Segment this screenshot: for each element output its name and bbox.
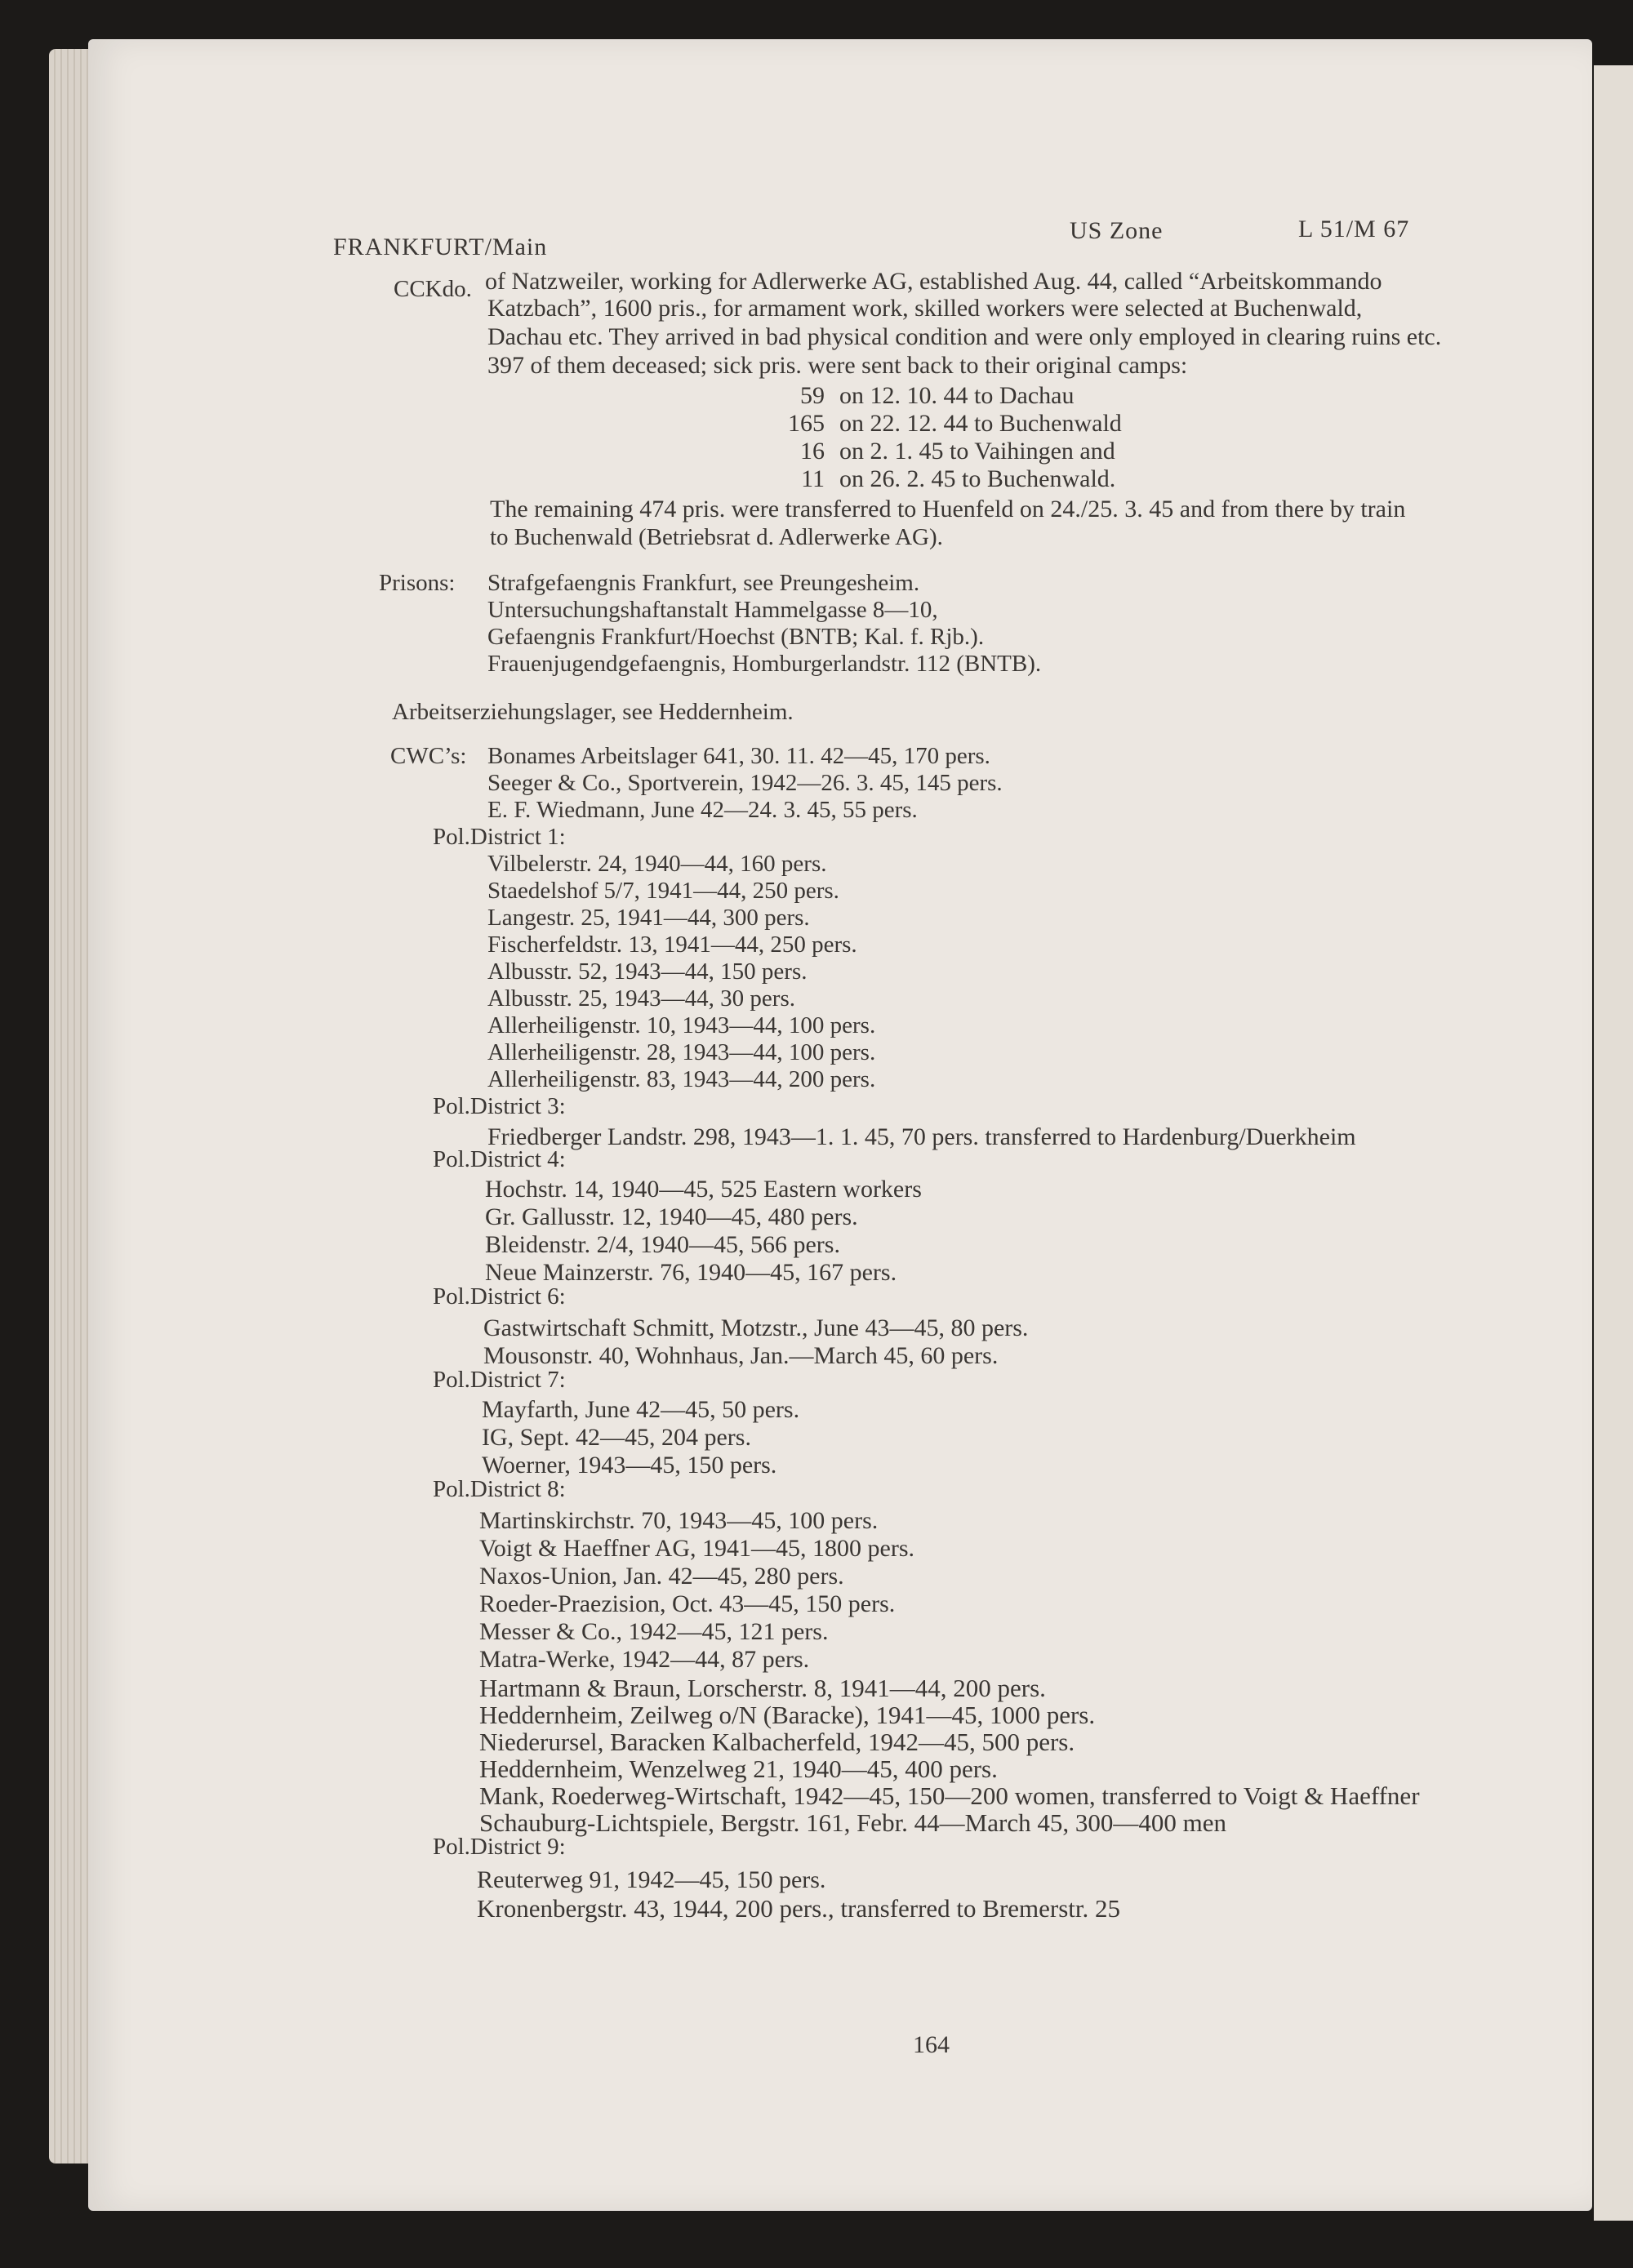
prison-entry: Frauenjugendgefaengnis, Homburgerlandstr. 112 (BNTB).: [487, 651, 1042, 677]
district-label: Pol.District 9:: [433, 1834, 566, 1860]
district-entry: Allerheiligenstr. 83, 1943—44, 200 pers.: [487, 1066, 876, 1092]
cckdo-line: Dachau etc. They arrived in bad physical condition and were only employed in clearing ruins etc.: [487, 323, 1442, 350]
prison-entry: Gefaengnis Frankfurt/Hoechst (BNTB; Kal. f. Rjb.).: [487, 624, 985, 650]
district-entry: IG, Sept. 42—45, 204 pers.: [482, 1424, 751, 1451]
header-zone: US Zone: [1070, 217, 1164, 244]
prison-entry: Untersuchungshaftanstalt Hammelgasse 8—10,: [487, 597, 938, 623]
page-number: 164: [913, 2031, 950, 2058]
cwc-entry: E. F. Wiedmann, June 42—24. 3. 45, 55 pers.: [487, 797, 918, 823]
district-entry: Albusstr. 52, 1943—44, 150 pers.: [487, 958, 808, 985]
district-entry: Allerheiligenstr. 28, 1943—44, 100 pers.: [487, 1039, 876, 1065]
district-entry: Mank, Roederweg-Wirtschaft, 1942—45, 150—200 women, transferred to Voigt & Haeffner: [479, 1781, 1420, 1810]
district-entry: Fischerfeldstr. 13, 1941—44, 250 pers.: [487, 932, 857, 958]
district-entry: Mousonstr. 40, Wohnhaus, Jan.—March 45, 60 pers.: [483, 1342, 999, 1369]
district-entry: Friedberger Landstr. 298, 1943—1. 1. 45, 70 pers. transferred to Hardenburg/Duerkheim: [487, 1123, 1356, 1150]
district-entry: Roeder-Praezision, Oct. 43—45, 150 pers.: [479, 1590, 896, 1617]
cckdo-line: of Natzweiler, working for Adlerwerke AG, established Aug. 44, called “Arbeitskommando: [485, 268, 1382, 295]
district-entry: Vilbelerstr. 24, 1940—44, 160 pers.: [487, 851, 827, 877]
transfer-count: 165: [788, 410, 825, 437]
district-entry: Matra-Werke, 1942—44, 87 pers.: [479, 1646, 810, 1673]
cckdo-line: Katzbach”, 1600 pris., for armament work, skilled workers were selected at Buchenwald,: [487, 295, 1363, 322]
district-entry: Neue Mainzerstr. 76, 1940—45, 167 pers.: [485, 1259, 897, 1286]
district-label: Pol.District 7:: [433, 1367, 566, 1393]
district-entry: Niederursel, Baracken Kalbacherfeld, 1942—45, 500 pers.: [479, 1728, 1075, 1756]
district-label: Pol.District 6:: [433, 1283, 566, 1310]
transfer-count: 59: [800, 382, 825, 409]
district-entry: Schauburg-Lichtspiele, Bergstr. 161, Febr. 44—March 45, 300—400 men: [479, 1808, 1226, 1837]
district-entry: Messer & Co., 1942—45, 121 pers.: [479, 1618, 829, 1645]
header-reference: L 51/M 67: [1298, 216, 1410, 242]
district-entry: Bleidenstr. 2/4, 1940—45, 566 pers.: [485, 1231, 840, 1258]
transfer-count: 16: [800, 438, 825, 465]
cwc-label: CWC’s:: [390, 743, 467, 769]
prisons-label: Prisons:: [379, 570, 456, 596]
district-entry: Staedelshof 5/7, 1941—44, 250 pers.: [487, 878, 839, 904]
arbeitserziehungslager-note: Arbeitserziehungslager, see Heddernheim.: [392, 699, 794, 725]
transfer-detail: on 2. 1. 45 to Vaihingen and: [839, 438, 1115, 465]
transfer-count: 11: [801, 465, 825, 492]
district-label: Pol.District 4:: [433, 1146, 566, 1172]
facing-page-edge: [1594, 65, 1633, 2221]
district-entry: Martinskirchstr. 70, 1943—45, 100 pers.: [479, 1507, 879, 1534]
district-entry: Kronenbergstr. 43, 1944, 200 pers., transferred to Bremerstr. 25: [477, 1894, 1121, 1923]
header-location: FRANKFURT/Main: [333, 233, 548, 260]
cckdo-remaining: The remaining 474 pris. were transferred to Huenfeld on 24./25. 3. 45 and from there by train: [490, 496, 1406, 523]
district-label: Pol.District 8:: [433, 1476, 566, 1502]
transfer-detail: on 26. 2. 45 to Buchenwald.: [839, 465, 1116, 492]
district-entry: Hochstr. 14, 1940—45, 525 Eastern workers: [485, 1176, 922, 1203]
district-entry: Reuterweg 91, 1942—45, 150 pers.: [477, 1866, 826, 1893]
district-entry: Naxos-Union, Jan. 42—45, 280 pers.: [479, 1563, 844, 1590]
cckdo-label: CCKdo.: [394, 276, 472, 302]
prison-entry: Strafgefaengnis Frankfurt, see Preungesheim.: [487, 570, 920, 596]
district-entry: Langestr. 25, 1941—44, 300 pers.: [487, 905, 810, 931]
district-label: Pol.District 3:: [433, 1093, 566, 1119]
cwc-entry: Seeger & Co., Sportverein, 1942—26. 3. 45, 145 pers.: [487, 770, 1003, 796]
district-entry: Hartmann & Braun, Lorscherstr. 8, 1941—44, 200 pers.: [479, 1674, 1046, 1702]
district-entry: Gr. Gallusstr. 12, 1940—45, 480 pers.: [485, 1203, 858, 1230]
district-entry: Allerheiligenstr. 10, 1943—44, 100 pers.: [487, 1012, 876, 1038]
district-entry: Woerner, 1943—45, 150 pers.: [482, 1452, 777, 1479]
cwc-entry: Bonames Arbeitslager 641, 30. 11. 42—45, 170 pers.: [487, 743, 990, 769]
cckdo-line: 397 of them deceased; sick pris. were sent back to their original camps:: [487, 352, 1188, 379]
district-entry: Voigt & Haeffner AG, 1941—45, 1800 pers.: [479, 1535, 914, 1562]
district-entry: Heddernheim, Zeilweg o/N (Baracke), 1941—45, 1000 pers.: [479, 1701, 1096, 1729]
district-label: Pol.District 1:: [433, 824, 566, 850]
district-entry: Albusstr. 25, 1943—44, 30 pers.: [487, 985, 795, 1012]
transfer-detail: on 12. 10. 44 to Dachau: [839, 382, 1075, 409]
cckdo-remaining: to Buchenwald (Betriebsrat d. Adlerwerke AG).: [490, 524, 943, 550]
transfer-detail: on 22. 12. 44 to Buchenwald: [839, 410, 1122, 437]
district-entry: Mayfarth, June 42—45, 50 pers.: [482, 1396, 800, 1423]
district-entry: Heddernheim, Wenzelweg 21, 1940—45, 400 pers.: [479, 1754, 998, 1783]
district-entry: Gastwirtschaft Schmitt, Motzstr., June 43—45, 80 pers.: [483, 1314, 1029, 1341]
